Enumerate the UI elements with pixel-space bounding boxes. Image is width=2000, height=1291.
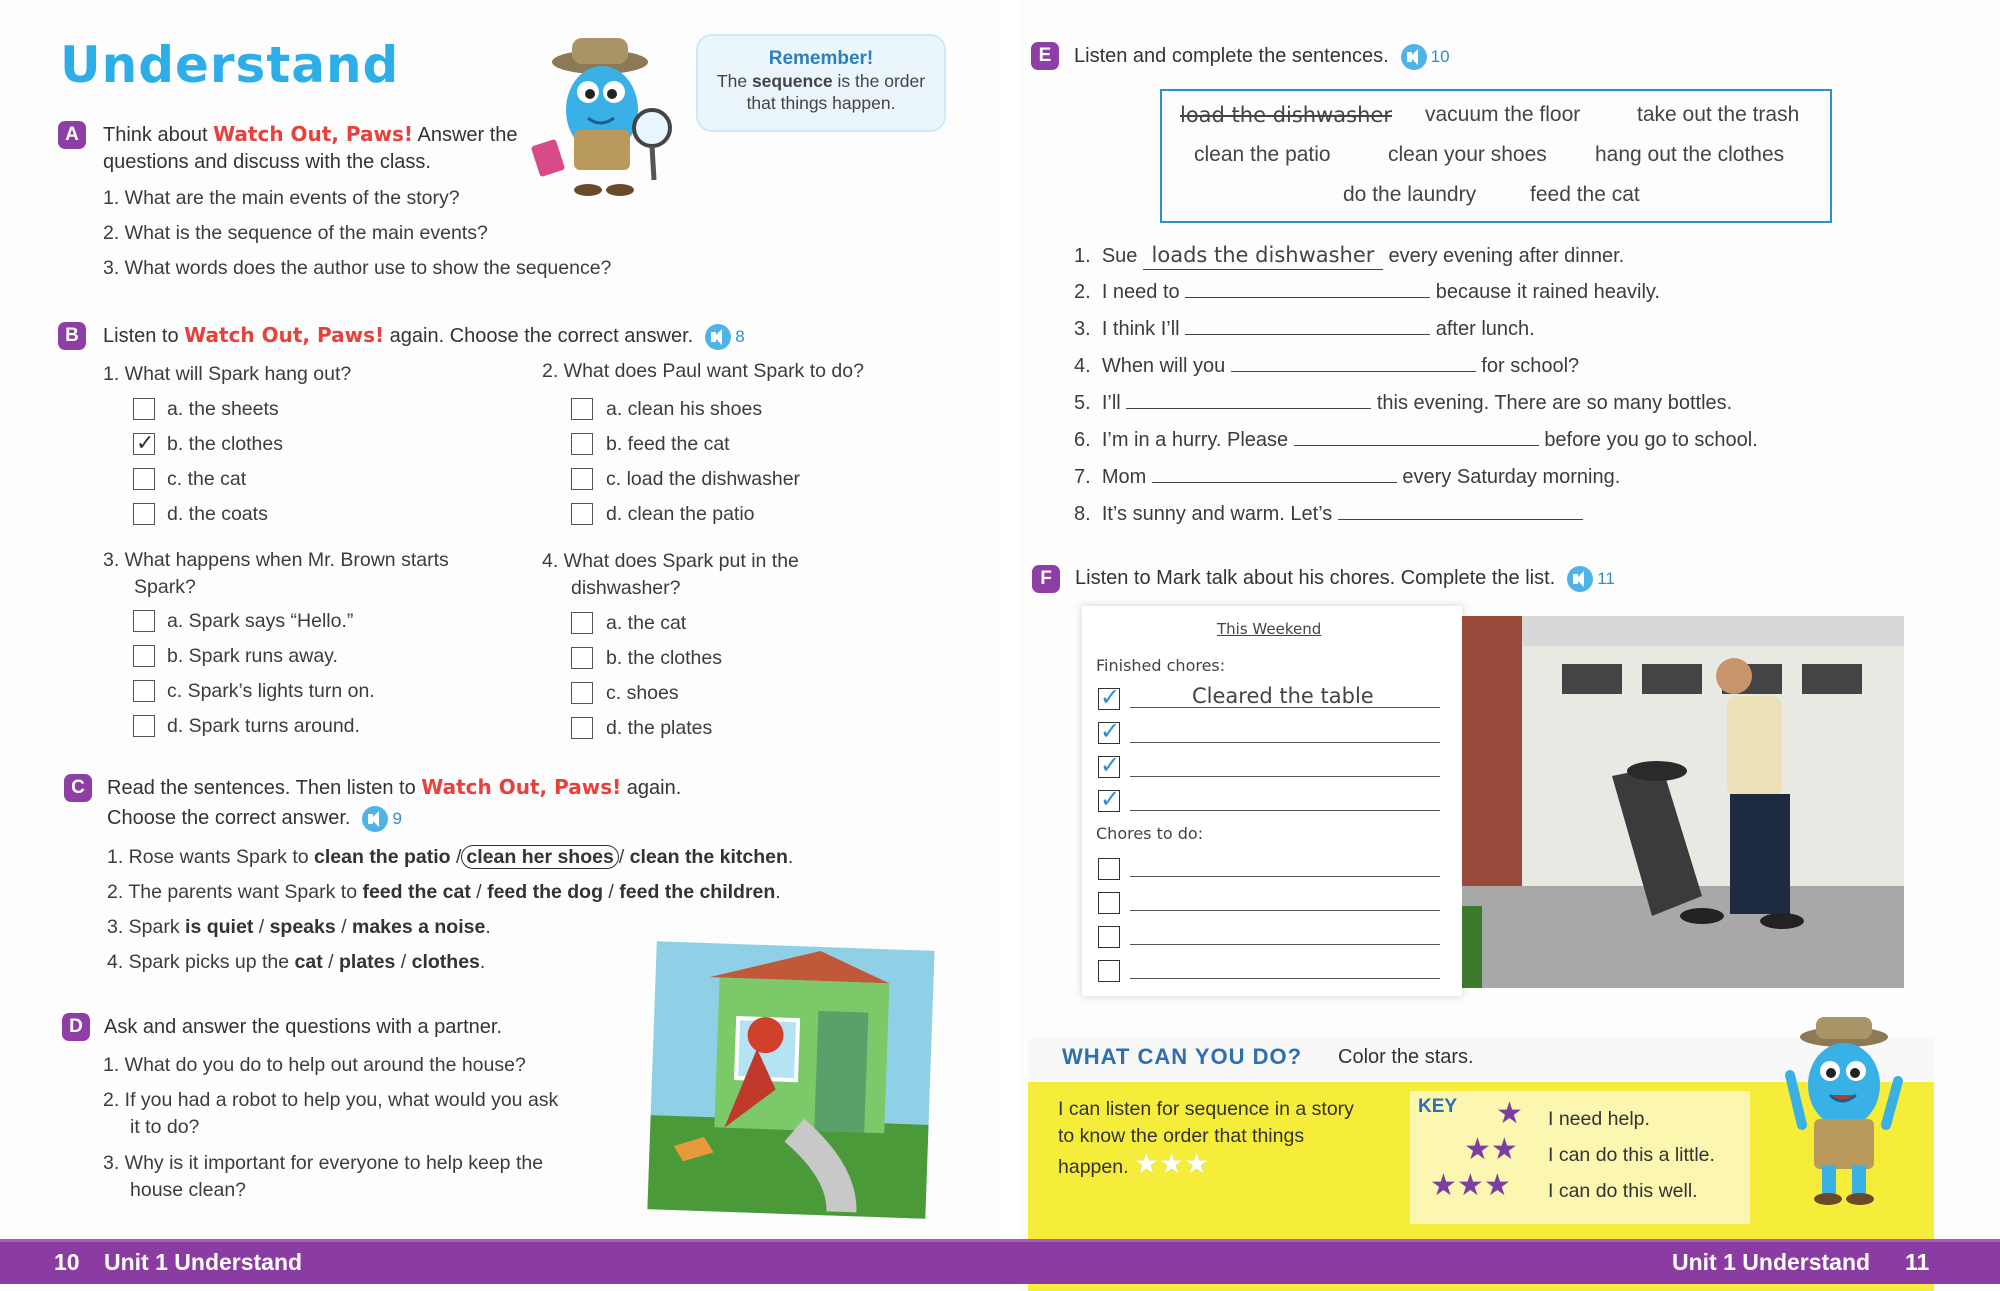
audio-icon[interactable] [705,324,731,350]
section-b-instruction: Listen to Watch Out, Paws! again. Choose the correct answer. 8 [103,322,745,350]
bank-word: do the laundry [1343,183,1477,206]
track-number: 8 [735,327,745,347]
circled-answer: clean her shoes [461,845,618,869]
remember-heading: Remember! [768,48,874,69]
section-f-instruction: Listen to Mark talk about his chores. Complete the list. 11 [1075,565,1615,592]
key-label: KEY [1418,1096,1458,1117]
b4-option-b: b. the clothes [606,647,722,669]
b1-option-c: c. the cat [167,468,247,490]
footer-page-right: 11 [1905,1249,1930,1275]
section-a-badge: A [58,121,86,149]
section-e-badge: E [1031,42,1059,70]
footer-unit-right: Unit 1 Understand [1672,1249,1871,1275]
checkbox-finished-2[interactable] [1098,722,1120,744]
chore-blank[interactable] [1130,944,1440,945]
section-c-instruction: Read the sentences. Then listen to Watch Out, Paws! again. Choose the correct answer. 9 [107,774,681,832]
c-sentence-3: 3. Spark is quiet / speaks / makes a noise. [107,916,491,938]
star-icon: ★ [1483,1169,1511,1202]
bank-word: clean the patio [1194,143,1331,166]
c-sentence-1: 1. Rose wants Spark to clean the patio / clean her shoes / clean the kitchen. [107,846,794,868]
color-star-3[interactable]: ★ [1184,1148,1210,1179]
bank-word: hang out the clothes [1595,143,1785,166]
checkbox-b1a[interactable] [133,398,155,420]
b1-option-b: b. the clothes [167,433,283,455]
b1-option-a: a. the sheets [167,398,279,420]
key-row-1 [1496,1096,1523,1132]
key-text-3: I can do this well. [1548,1180,1698,1202]
checkbox-b1c[interactable] [133,468,155,490]
remember-text: The sequence is the order that things happen. [716,71,926,113]
answer-blank[interactable] [1185,279,1430,298]
chores-list-card [1082,606,1462,996]
section-d-badge: D [62,1013,90,1041]
answer-blank[interactable] [1338,501,1583,520]
footer-bar [0,1239,2000,1284]
mascot-waving-illustration [1784,1015,1904,1215]
star-icon: ★ [1464,1133,1491,1166]
d-item-1: 1. What do you do to help out around the house? [103,1054,526,1076]
audio-icon[interactable] [1401,44,1427,70]
chore-blank[interactable] [1130,978,1440,979]
answer-blank[interactable] [1126,390,1371,409]
checkbox-b3d[interactable] [133,715,155,737]
checkbox-finished-4[interactable] [1098,790,1120,812]
self-check-subtitle: Color the stars. [1338,1046,1474,1068]
d-item-3: 3. Why is it important for everyone to help keep the house clean? [103,1152,544,1201]
b4-option-c: c. shoes [606,682,679,704]
checkbox-b4c[interactable] [571,682,593,704]
footer-unit-left: Unit 1 Understand [104,1249,303,1275]
c-sentence-4: 4. Spark picks up the cat / plates / clothes. [107,951,486,973]
mascot-detective-illustration [530,30,690,200]
checkbox-b3c[interactable] [133,680,155,702]
star-icon: ★ [1456,1169,1484,1202]
b2-option-a: a. clean his shoes [606,398,763,420]
checkbox-finished-3[interactable] [1098,756,1120,778]
e-sentence-3: 3. I think I’ll after lunch. [1074,318,1535,340]
b2-option-d: d. clean the patio [606,503,755,525]
e-sentence-4: 4. When will you for school? [1074,355,1580,377]
checkbox-finished-1[interactable] [1098,688,1120,710]
b4-option-a: a. the cat [606,612,687,634]
checkbox-todo-3[interactable] [1098,926,1120,948]
track-number: 9 [392,809,402,829]
section-c-badge: C [64,774,92,802]
section-a-item-3: 3. What words does the author use to show the sequence? [103,257,612,279]
b-question-2: 2. What does Paul want Spark to do? [542,360,864,382]
section-f-badge: F [1032,565,1060,593]
list-title: This Weekend [1217,620,1322,638]
b3-option-a: a. Spark says “Hello.” [167,610,354,632]
star-icon: ★ [1430,1169,1457,1202]
star-icon: ★ [1490,1133,1518,1166]
checkbox-todo-4[interactable] [1098,960,1120,982]
e-sentence-8: 8. It’s sunny and warm. Let’s [1074,501,1583,528]
b2-option-c: c. load the dishwasher [606,468,801,490]
e-sentence-1: 1. Sue loads the dishwasher every evening after dinner. [1074,242,1624,270]
b-question-3: 3. What happens when Mr. Brown starts Spark? [103,549,449,598]
remember-bubble [696,34,946,132]
section-a-item-2: 2. What is the sequence of the main events? [103,222,488,244]
finished-chore-1: Cleared the table [1192,684,1374,708]
b3-option-d: d. Spark turns around. [167,715,360,737]
b3-option-c: c. Spark’s lights turn on. [167,680,375,702]
track-number: 10 [1430,47,1450,67]
checkbox-todo-1[interactable] [1098,858,1120,880]
bank-word: take out the trash [1637,103,1800,126]
word-bank [1160,89,1832,223]
checkbox-b4d[interactable] [571,717,593,739]
chore-blank[interactable] [1130,810,1440,811]
bank-word: vacuum the floor [1425,103,1581,126]
key-text-1: I need help. [1548,1108,1650,1130]
section-a-instruction: Think about Watch Out, Paws! Answer the questions and discuss with the class. [103,122,518,173]
checkbox-b3a[interactable] [133,610,155,632]
todo-label: Chores to do: [1096,824,1204,843]
color-star-1[interactable]: ★ [1133,1148,1160,1179]
e-sentence-7: 7. Mom every Saturday morning. [1074,466,1621,488]
b-question-1: 1. What will Spark hang out? [103,363,352,385]
b1-option-d: d. the coats [167,503,268,525]
e-sentence-2: 2. I need to because it rained heavily. [1074,281,1660,303]
e-sentence-6: 6. I’m in a hurry. Please before you go to school. [1074,429,1758,451]
c-sentence-2: 2. The parents want Spark to feed the cat / feed the dog / feed the children. [107,881,781,903]
bank-word: clean your shoes [1388,143,1547,166]
finished-label: Finished chores: [1096,656,1226,675]
chore-blank[interactable] [1130,876,1440,877]
checkbox-b2d[interactable] [571,503,593,525]
story-illustration [646,940,936,1220]
e-sentence-5: 5. I’ll this evening. There are so many bottles. [1074,392,1733,414]
chore-blank[interactable] [1130,742,1440,743]
checkbox-todo-2[interactable] [1098,892,1120,914]
checkbox-b4b[interactable] [571,647,593,669]
checkbox-b1d[interactable] [133,503,155,525]
star-icon: ★ [1496,1097,1523,1130]
bank-word-used: load the dishwasher [1180,103,1392,127]
d-item-2: 2. If you had a robot to help you, what would you ask it to do? [103,1089,559,1138]
key-text-2: I can do this a little. [1548,1144,1715,1166]
track-number: 11 [1597,569,1615,589]
b3-option-b: b. Spark runs away. [167,645,338,667]
checkbox-b2b[interactable] [571,433,593,455]
self-check-title: WHAT CAN YOU DO? [1062,1044,1303,1069]
filled-answer: loads the dishwasher [1143,242,1383,270]
answer-blank[interactable] [1294,427,1539,446]
checkbox-b2a[interactable] [571,398,593,420]
b4-option-d: d. the plates [606,717,713,739]
answer-blank[interactable] [1152,464,1397,483]
checkbox-b4a[interactable] [571,612,593,634]
checkbox-b1b[interactable] [133,433,155,455]
chore-blank[interactable] [1130,910,1440,911]
page-title: Understand [60,36,400,94]
b2-option-b: b. feed the cat [606,433,730,455]
section-d-instruction: Ask and answer the questions with a partner. [104,1016,503,1038]
section-e-instruction: Listen and complete the sentences. 10 [1074,43,1450,70]
chores-photo [1462,616,1904,988]
checkbox-b3b[interactable] [133,645,155,667]
key-row-3 [1430,1168,1511,1203]
footer-page-left: 10 [54,1249,80,1275]
b-question-4: 4. What does Spark put in the dishwasher? [542,550,799,599]
audio-icon[interactable] [362,806,388,832]
section-b-badge: B [58,322,86,350]
section-a-item-1: 1. What are the main events of the story? [103,187,460,209]
chore-blank[interactable] [1130,776,1440,777]
self-check-statement: I can listen for sequence in a story to know the order that things happen. ★★★ [1058,1098,1354,1179]
bank-word: feed the cat [1530,183,1640,206]
answer-blank[interactable] [1185,316,1430,335]
key-row-2 [1464,1132,1518,1167]
color-star-2[interactable]: ★ [1159,1148,1185,1179]
audio-icon[interactable] [1567,566,1593,592]
answer-blank[interactable] [1231,353,1476,372]
checkbox-b2c[interactable] [571,468,593,490]
